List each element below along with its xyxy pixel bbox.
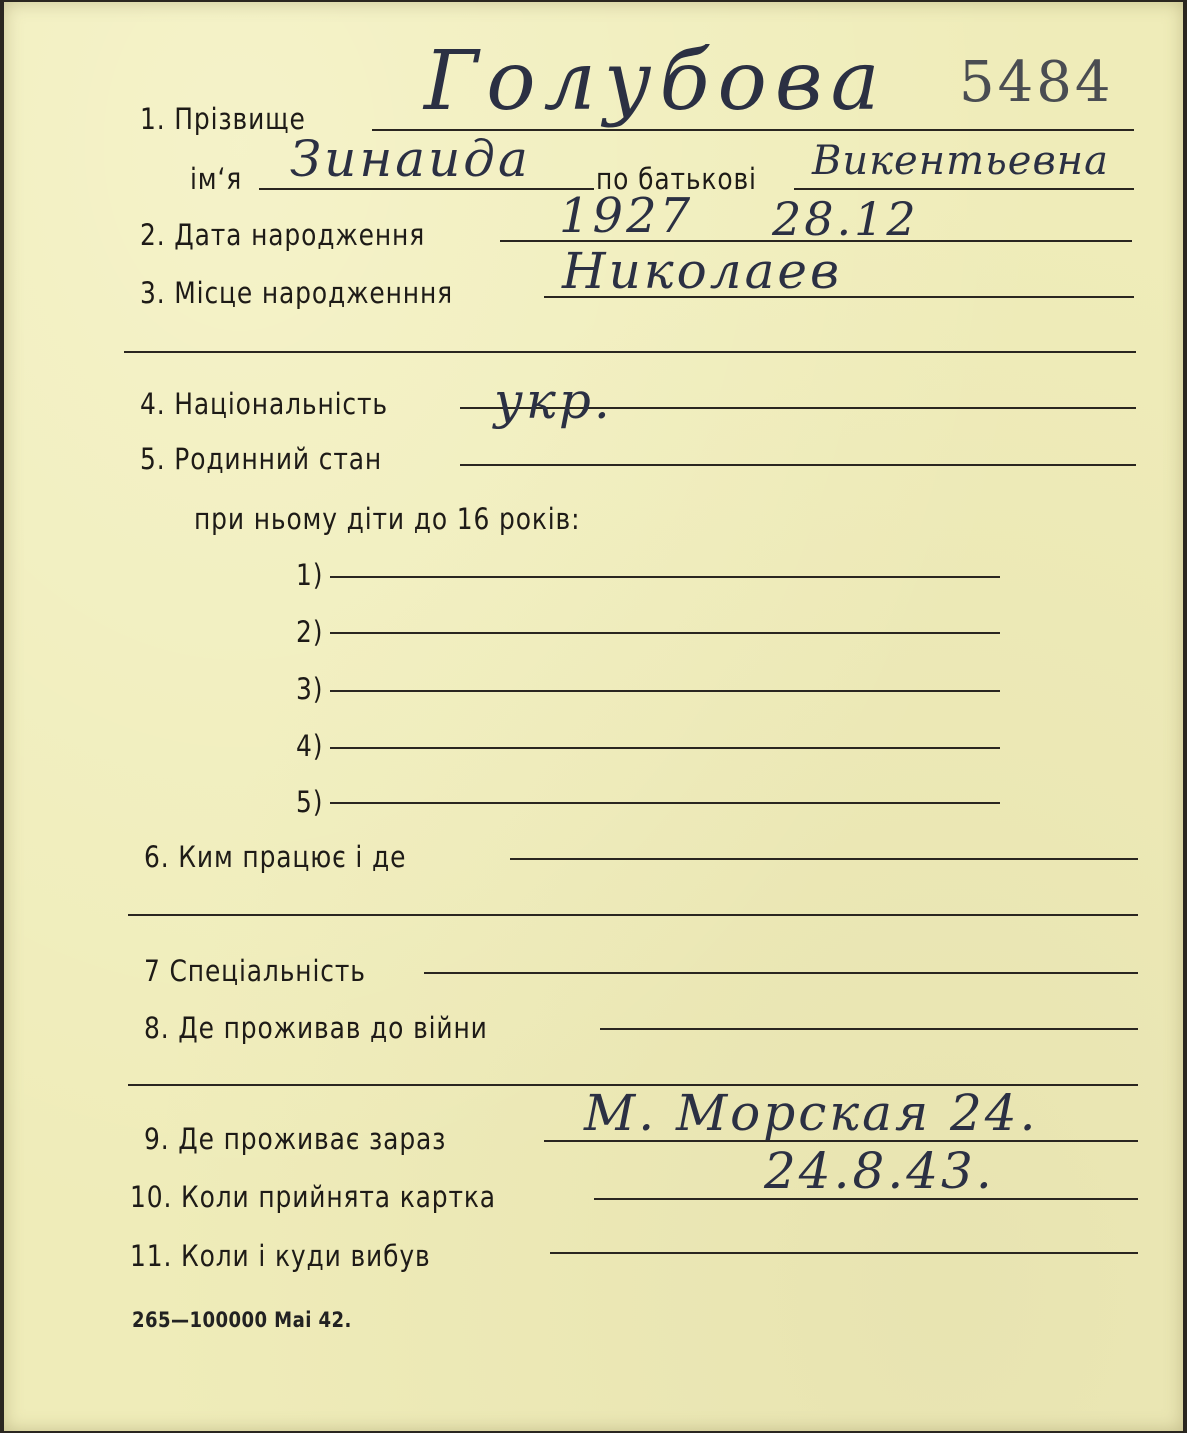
registration-card — [4, 2, 1183, 1431]
line-specialty — [424, 972, 1138, 974]
label-prewar-residence: 8. Де проживав до війни — [144, 1011, 488, 1045]
label-birth-date: 2. Дата народження — [140, 218, 426, 252]
line-patronymic — [794, 188, 1134, 190]
label-current-residence: 9. Де проживає зараз — [144, 1122, 447, 1156]
line-child-3 — [330, 690, 1000, 692]
label-child-5: 5) — [296, 785, 324, 819]
line-child-1 — [330, 576, 1000, 578]
line-prewar-residence — [600, 1028, 1138, 1030]
line-child-4 — [330, 747, 1000, 749]
line-child-5 — [330, 802, 1000, 804]
label-surname: 1. Прізвище — [140, 102, 306, 136]
print-code: 265—100000 Mai 42. — [132, 1308, 352, 1332]
label-children: при ньому діти до 16 років: — [194, 502, 581, 536]
label-patronymic: по батькові — [596, 162, 757, 196]
label-child-4: 4) — [296, 729, 324, 763]
line-child-2 — [330, 632, 1000, 634]
handwritten-record-number: 5484 — [959, 50, 1114, 115]
handwritten-patronymic: Викентьевна — [812, 138, 1109, 184]
handwritten-birth-place: Николаев — [562, 242, 843, 300]
handwritten-card-accepted: 24.8.43. — [764, 1142, 995, 1200]
label-child-2: 2) — [296, 615, 324, 649]
label-first-name: ім‘я — [190, 162, 243, 196]
label-marital-status: 5. Родинний стан — [140, 442, 383, 476]
handwritten-current-residence: М. Морская 24. — [584, 1084, 1039, 1142]
handwritten-birth-year: 1927 — [559, 188, 694, 244]
line-birth-place-extra — [124, 351, 1136, 353]
handwritten-surname: Голубова — [424, 34, 888, 129]
line-marital-status — [460, 464, 1136, 466]
handwritten-nationality: укр. — [494, 372, 613, 430]
handwritten-birth-day-month: 28.12 — [772, 192, 919, 246]
handwritten-first-name: Зинаида — [290, 130, 531, 188]
line-first-name — [259, 188, 594, 190]
line-occupation — [510, 858, 1138, 860]
label-departed: 11. Коли і куди вибув — [130, 1239, 431, 1273]
label-specialty: 7 Спеціальність — [144, 954, 366, 988]
label-child-1: 1) — [296, 558, 324, 592]
label-nationality: 4. Національність — [140, 387, 388, 421]
label-birth-place: 3. Місце народженння — [140, 276, 453, 310]
line-departed — [550, 1252, 1138, 1254]
label-child-3: 3) — [296, 672, 324, 706]
label-card-accepted: 10. Коли прийнята картка — [130, 1180, 496, 1214]
line-occupation-extra — [128, 914, 1138, 916]
label-occupation: 6. Ким працює і де — [144, 840, 407, 874]
